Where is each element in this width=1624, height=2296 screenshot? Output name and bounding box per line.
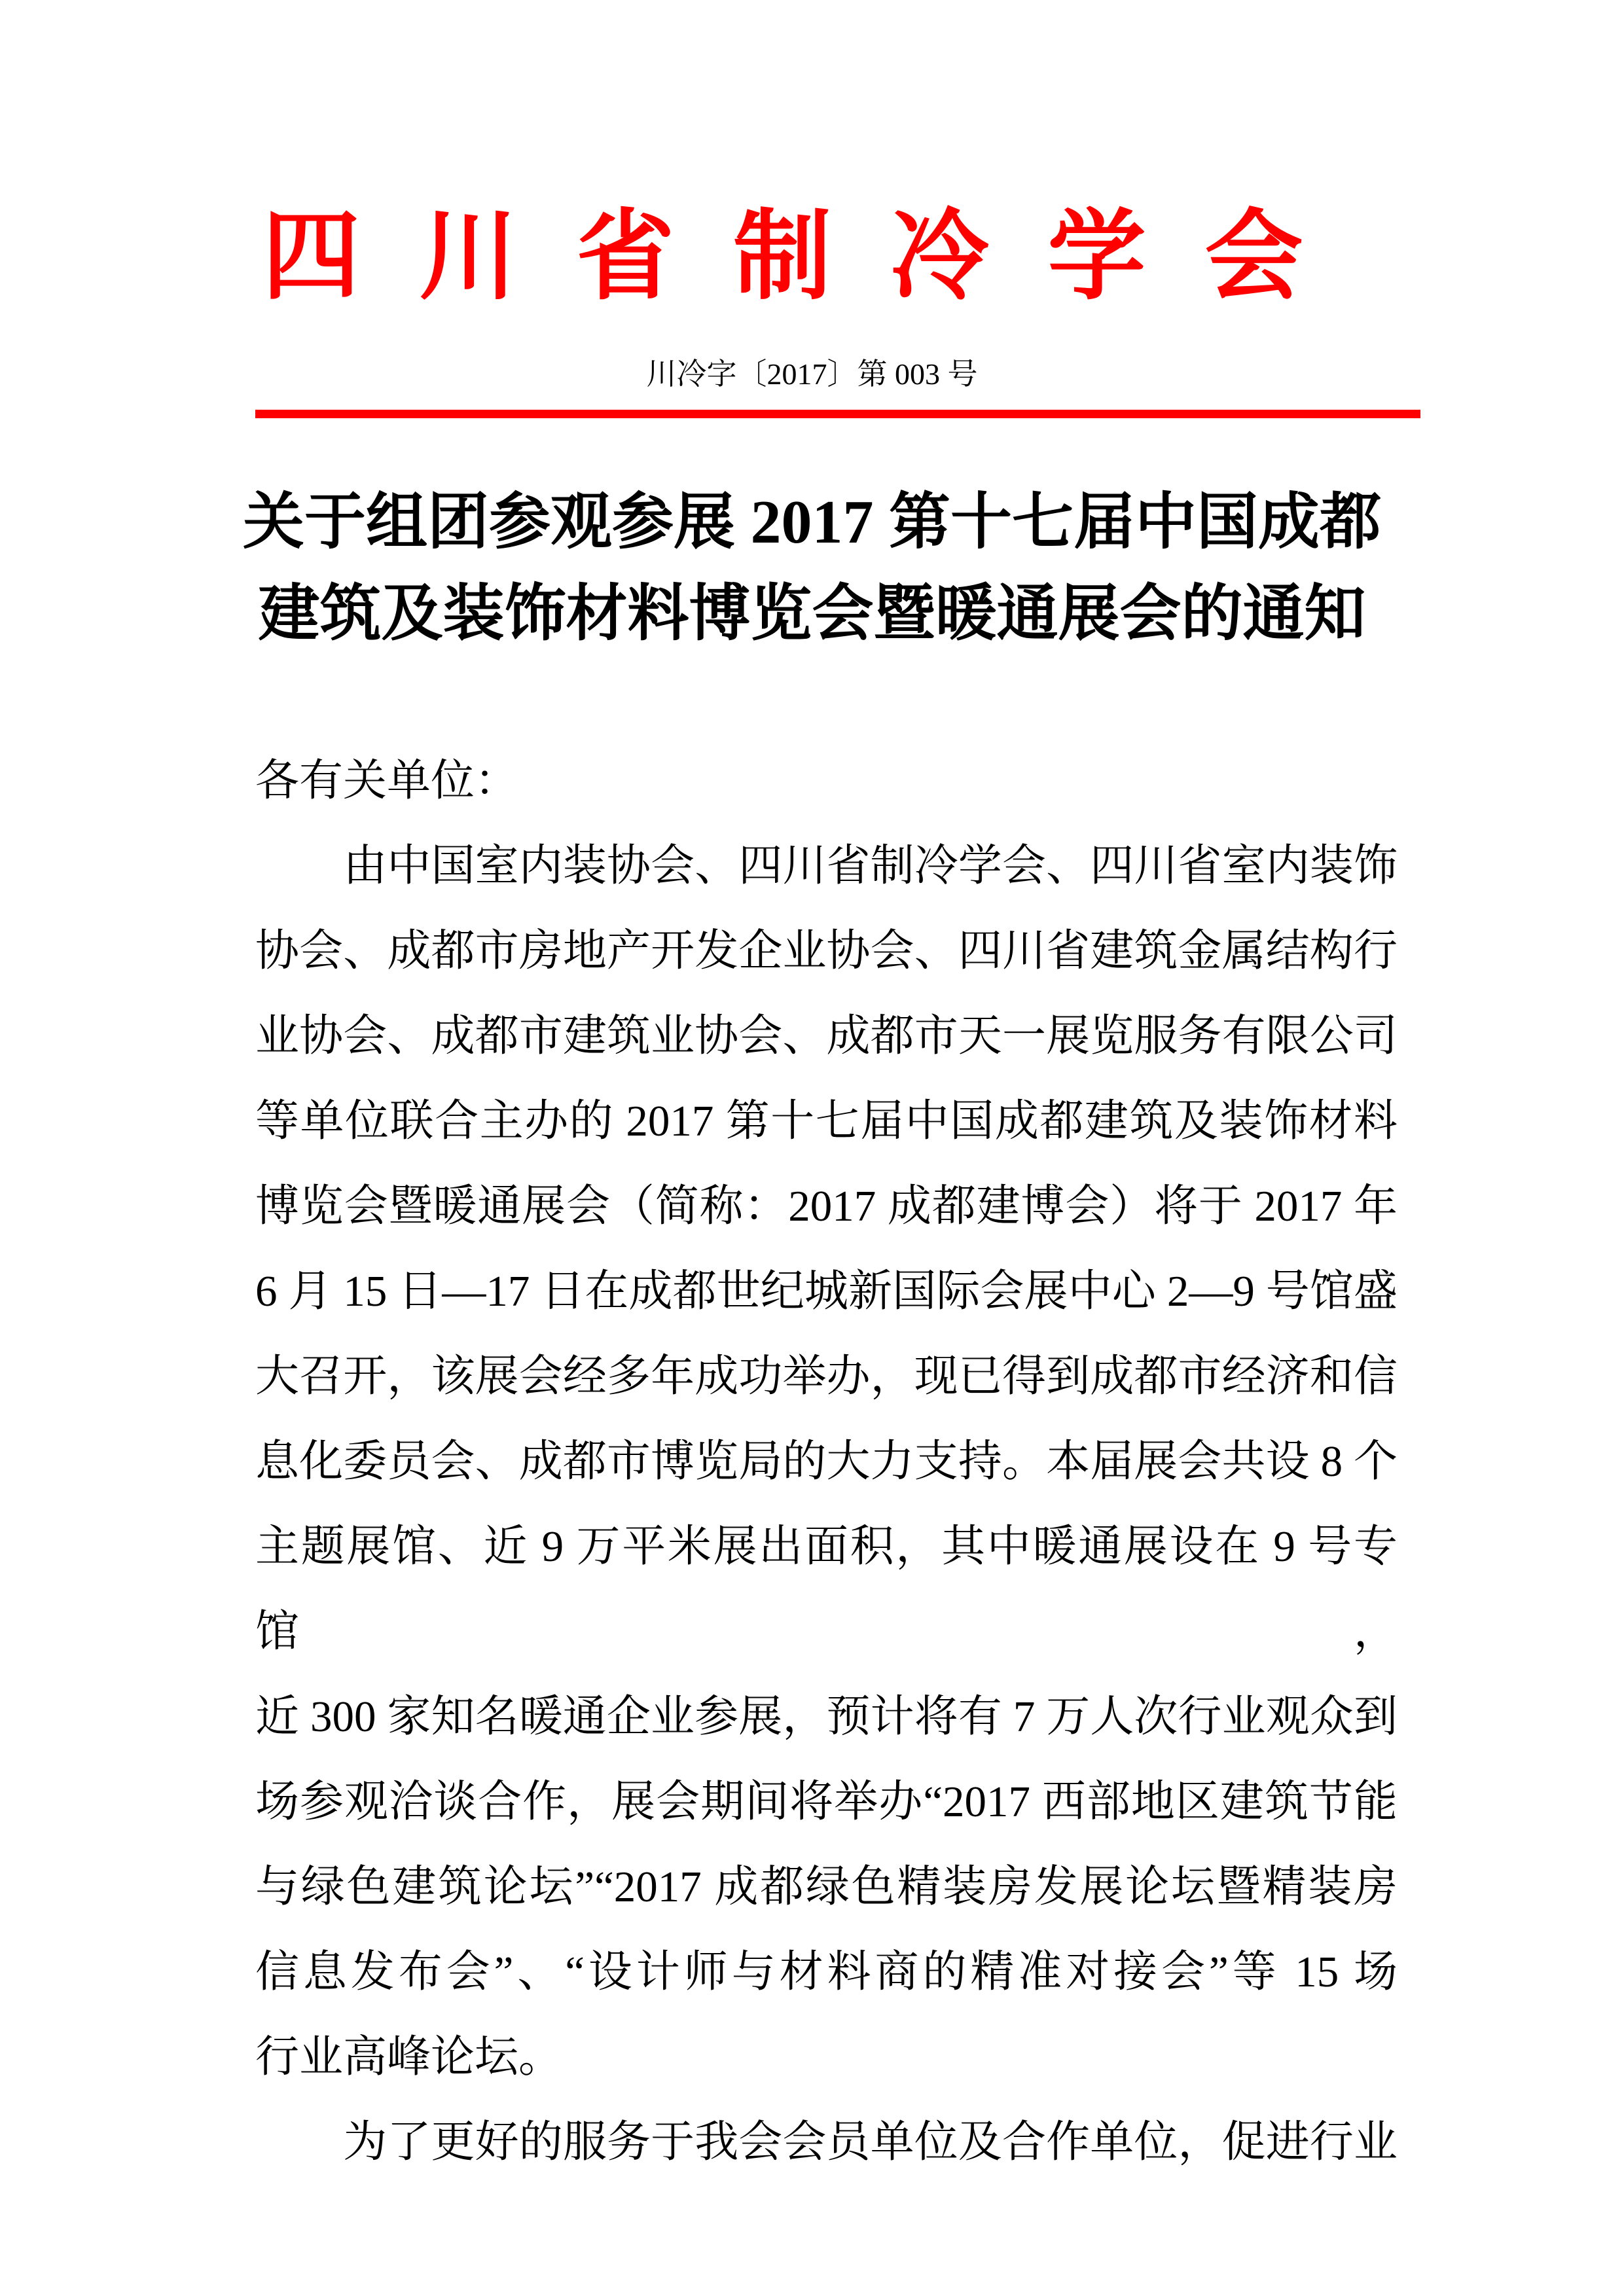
body-line: 大召开，该展会经多年成功举办，现已得到成都市经济和信: [255, 1352, 1398, 1401]
body-line: 息化委员会、成都市博览局的大力支持。本届展会共设 8 个: [255, 1437, 1398, 1486]
doc-number: 川冷字〔2017〕第 003 号: [646, 357, 978, 391]
body-line: 业协会、成都市建筑业协会、成都市天一展览服务有限公司: [255, 1012, 1398, 1060]
body-line: 协会、成都市房地产开发企业协会、四川省建筑金属结构行: [255, 927, 1398, 975]
doc-title-line-2: 建筑及装饰材料博览会暨暖通展会的通知: [258, 580, 1366, 648]
org-name-header: 四川省制冷学会: [262, 203, 1362, 312]
body-line: 与绿色建筑论坛”“2017 成都绿色精装房发展论坛暨精装房: [255, 1863, 1398, 1911]
body-line: 近 300 家知名暖通企业参展，预计将有 7 万人次行业观众到: [255, 1693, 1398, 1741]
body-line: 信息发布会”、“设计师与材料商的精准对接会”等 15 场: [255, 1948, 1398, 1996]
body-line: 博览会暨暖通展会（简称：2017 成都建博会）将于 2017 年: [255, 1182, 1398, 1230]
body-line: 场参观洽谈合作，展会期间将举办“2017 西部地区建筑节能: [255, 1778, 1398, 1826]
red-divider-line: [255, 410, 1420, 418]
body-text: [255, 738, 1398, 2185]
body-line: 6 月 15 日—17 日在成都世纪城新国际会展中心 2—9 号馆盛: [255, 1267, 1398, 1316]
body-line: 行业高峰论坛。: [255, 2033, 562, 2081]
body-line: 由中国室内装协会、四川省制冷学会、四川省室内装饰: [255, 842, 1398, 890]
doc-title: [0, 476, 1624, 660]
body-line: 为了更好的服务于我会会员单位及合作单位，促进行业: [255, 2118, 1398, 2166]
body-line: 等单位联合主办的 2017 第十七届中国成都建筑及装饰材料: [255, 1097, 1398, 1145]
body-line: 主题展馆、近 9 万平米展出面积，其中暖通展设在 9 号专馆，: [255, 1522, 1398, 1656]
doc-title-line-1: 关于组团参观参展 2017 第十七届中国成都: [242, 488, 1381, 556]
body-salutation: 各有关单位：: [255, 757, 518, 805]
